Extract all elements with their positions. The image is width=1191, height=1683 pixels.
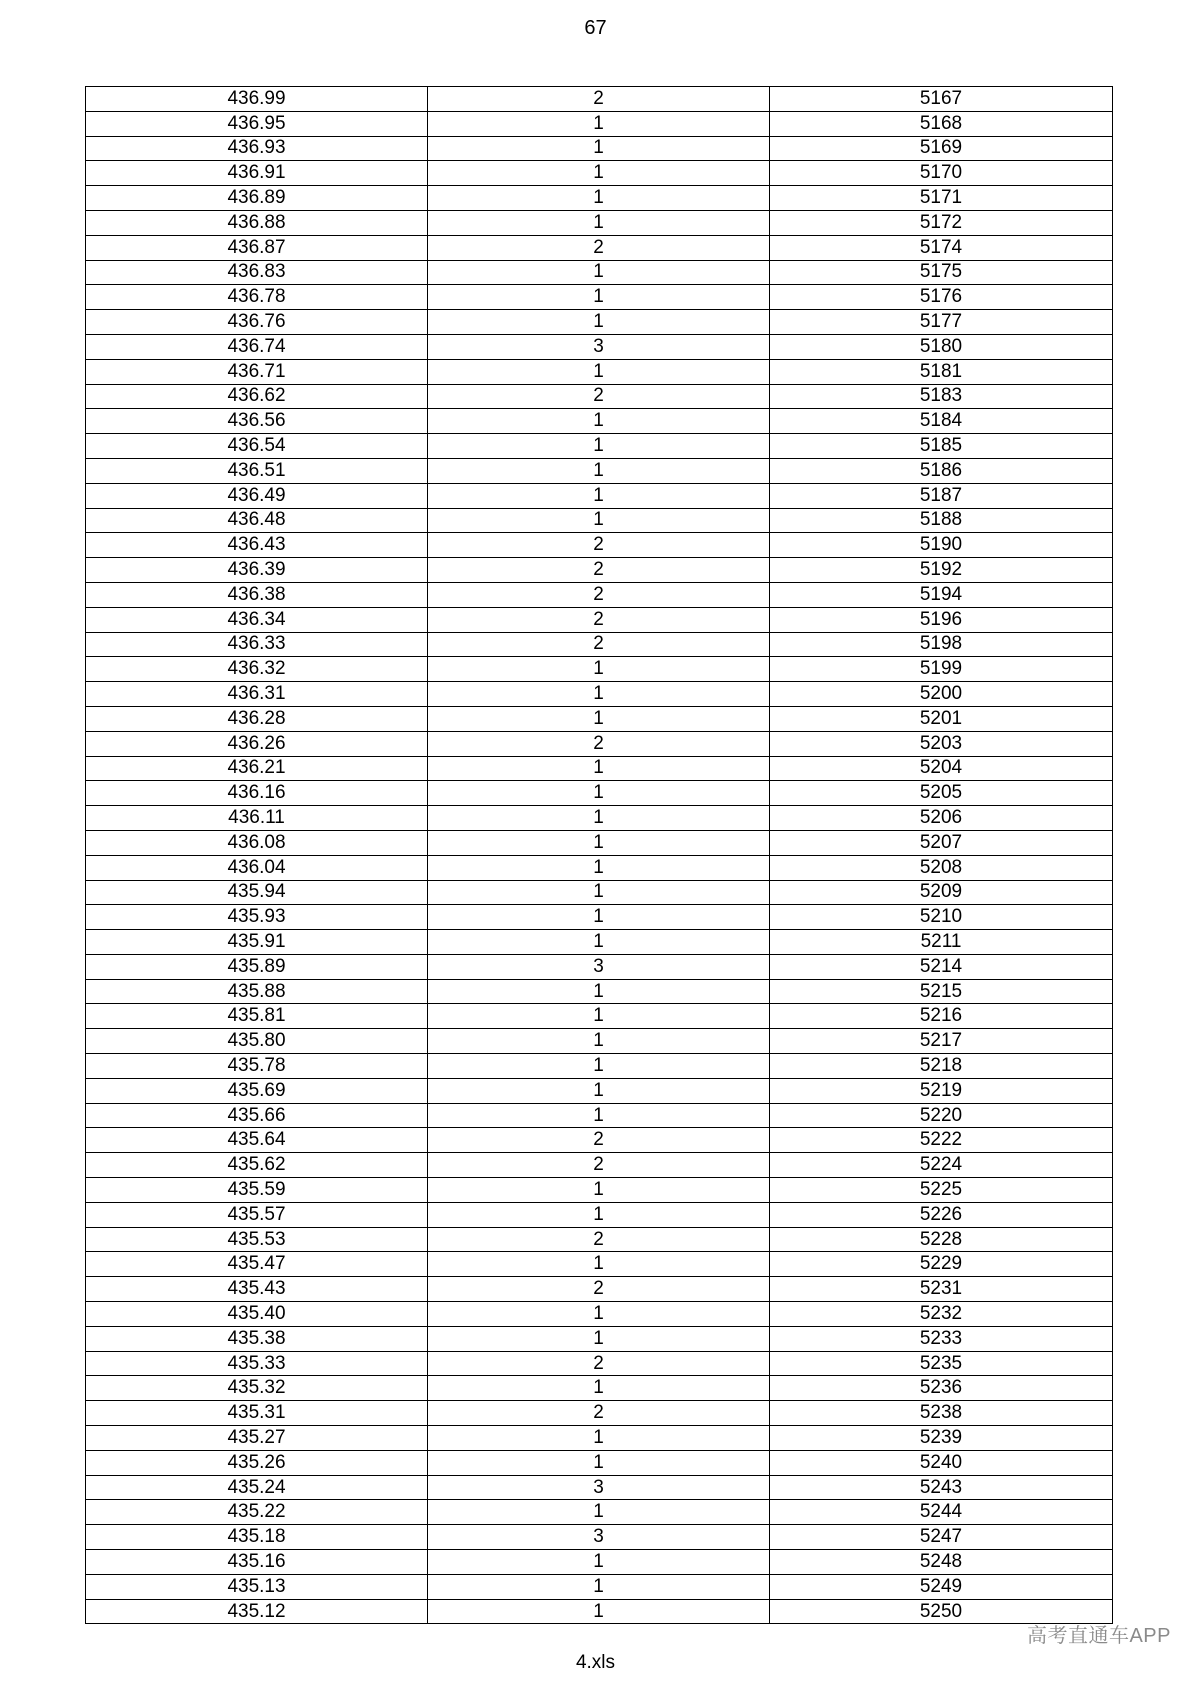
watermark-text: 高考直通车APP bbox=[1026, 1625, 1171, 1647]
table-row bbox=[86, 533, 1113, 558]
score-cell: 435.88 bbox=[86, 979, 428, 1004]
count-cell: 1 bbox=[428, 1599, 770, 1624]
score-table-container bbox=[85, 86, 1109, 1624]
count-cell: 1 bbox=[428, 806, 770, 831]
count-cell: 1 bbox=[428, 1054, 770, 1079]
table-row bbox=[86, 607, 1113, 632]
cumulative-cell: 5239 bbox=[770, 1426, 1113, 1451]
cumulative-cell: 5243 bbox=[770, 1475, 1113, 1500]
count-cell: 1 bbox=[428, 111, 770, 136]
count-cell: 1 bbox=[428, 210, 770, 235]
count-cell: 1 bbox=[428, 409, 770, 434]
score-cell: 436.31 bbox=[86, 682, 428, 707]
cumulative-cell: 5249 bbox=[770, 1574, 1113, 1599]
score-cell: 436.91 bbox=[86, 161, 428, 186]
count-cell: 1 bbox=[428, 855, 770, 880]
cumulative-cell: 5238 bbox=[770, 1401, 1113, 1426]
score-cell: 436.11 bbox=[86, 806, 428, 831]
table-row bbox=[86, 359, 1113, 384]
count-cell: 3 bbox=[428, 1475, 770, 1500]
count-cell: 3 bbox=[428, 1525, 770, 1550]
cumulative-cell: 5186 bbox=[770, 458, 1113, 483]
table-row bbox=[86, 1004, 1113, 1029]
score-table-body bbox=[86, 87, 1113, 1624]
count-cell: 1 bbox=[428, 1302, 770, 1327]
cumulative-cell: 5169 bbox=[770, 136, 1113, 161]
score-cell: 435.80 bbox=[86, 1029, 428, 1054]
count-cell: 1 bbox=[428, 1078, 770, 1103]
count-cell: 1 bbox=[428, 186, 770, 211]
table-row bbox=[86, 260, 1113, 285]
cumulative-cell: 5188 bbox=[770, 508, 1113, 533]
count-cell: 1 bbox=[428, 260, 770, 285]
table-row bbox=[86, 830, 1113, 855]
count-cell: 2 bbox=[428, 1277, 770, 1302]
table-row bbox=[86, 682, 1113, 707]
cumulative-cell: 5170 bbox=[770, 161, 1113, 186]
count-cell: 2 bbox=[428, 632, 770, 657]
cumulative-cell: 5224 bbox=[770, 1153, 1113, 1178]
count-cell: 1 bbox=[428, 161, 770, 186]
table-row bbox=[86, 458, 1113, 483]
table-row bbox=[86, 1029, 1113, 1054]
score-cell: 436.26 bbox=[86, 731, 428, 756]
score-cell: 436.34 bbox=[86, 607, 428, 632]
count-cell: 1 bbox=[428, 1029, 770, 1054]
table-row bbox=[86, 1153, 1113, 1178]
table-row bbox=[86, 1128, 1113, 1153]
table-row bbox=[86, 1078, 1113, 1103]
table-row bbox=[86, 1599, 1113, 1624]
score-cell: 436.08 bbox=[86, 830, 428, 855]
score-cell: 435.33 bbox=[86, 1351, 428, 1376]
count-cell: 3 bbox=[428, 334, 770, 359]
cumulative-cell: 5250 bbox=[770, 1599, 1113, 1624]
count-cell: 1 bbox=[428, 1178, 770, 1203]
count-cell: 3 bbox=[428, 954, 770, 979]
count-cell: 1 bbox=[428, 1500, 770, 1525]
table-row bbox=[86, 1252, 1113, 1277]
score-cell: 435.94 bbox=[86, 880, 428, 905]
count-cell: 1 bbox=[428, 1252, 770, 1277]
table-row bbox=[86, 508, 1113, 533]
cumulative-cell: 5233 bbox=[770, 1326, 1113, 1351]
cumulative-cell: 5225 bbox=[770, 1178, 1113, 1203]
table-row bbox=[86, 930, 1113, 955]
table-row bbox=[86, 235, 1113, 260]
count-cell: 1 bbox=[428, 1450, 770, 1475]
score-cell: 435.89 bbox=[86, 954, 428, 979]
count-cell: 1 bbox=[428, 310, 770, 335]
table-row bbox=[86, 756, 1113, 781]
score-cell: 436.56 bbox=[86, 409, 428, 434]
table-row bbox=[86, 111, 1113, 136]
table-row bbox=[86, 310, 1113, 335]
score-cell: 435.53 bbox=[86, 1227, 428, 1252]
score-cell: 435.26 bbox=[86, 1450, 428, 1475]
table-row bbox=[86, 806, 1113, 831]
table-row bbox=[86, 1426, 1113, 1451]
score-cell: 436.74 bbox=[86, 334, 428, 359]
table-row bbox=[86, 657, 1113, 682]
score-cell: 435.64 bbox=[86, 1128, 428, 1153]
table-row bbox=[86, 384, 1113, 409]
table-row bbox=[86, 1178, 1113, 1203]
score-cell: 436.78 bbox=[86, 285, 428, 310]
count-cell: 1 bbox=[428, 706, 770, 731]
cumulative-cell: 5194 bbox=[770, 582, 1113, 607]
score-cell: 435.69 bbox=[86, 1078, 428, 1103]
count-cell: 2 bbox=[428, 607, 770, 632]
score-cell: 435.91 bbox=[86, 930, 428, 955]
table-row bbox=[86, 558, 1113, 583]
count-cell: 1 bbox=[428, 458, 770, 483]
table-row bbox=[86, 210, 1113, 235]
cumulative-cell: 5181 bbox=[770, 359, 1113, 384]
cumulative-cell: 5167 bbox=[770, 87, 1113, 112]
score-cell: 435.31 bbox=[86, 1401, 428, 1426]
count-cell: 1 bbox=[428, 1326, 770, 1351]
cumulative-cell: 5219 bbox=[770, 1078, 1113, 1103]
table-row bbox=[86, 1550, 1113, 1575]
table-row bbox=[86, 1277, 1113, 1302]
table-row bbox=[86, 1302, 1113, 1327]
score-cell: 436.95 bbox=[86, 111, 428, 136]
cumulative-cell: 5171 bbox=[770, 186, 1113, 211]
table-row bbox=[86, 781, 1113, 806]
cumulative-cell: 5235 bbox=[770, 1351, 1113, 1376]
count-cell: 2 bbox=[428, 1401, 770, 1426]
score-cell: 435.40 bbox=[86, 1302, 428, 1327]
score-cell: 436.83 bbox=[86, 260, 428, 285]
table-row bbox=[86, 1500, 1113, 1525]
score-cell: 436.38 bbox=[86, 582, 428, 607]
count-cell: 1 bbox=[428, 781, 770, 806]
count-cell: 1 bbox=[428, 1574, 770, 1599]
cumulative-cell: 5211 bbox=[770, 930, 1113, 955]
score-cell: 436.21 bbox=[86, 756, 428, 781]
table-row bbox=[86, 1227, 1113, 1252]
cumulative-cell: 5228 bbox=[770, 1227, 1113, 1252]
count-cell: 1 bbox=[428, 1550, 770, 1575]
table-row bbox=[86, 136, 1113, 161]
score-cell: 435.38 bbox=[86, 1326, 428, 1351]
count-cell: 1 bbox=[428, 508, 770, 533]
table-row bbox=[86, 905, 1113, 930]
footer-file-name: 4.xls bbox=[575, 1652, 616, 1673]
table-row bbox=[86, 880, 1113, 905]
cumulative-cell: 5183 bbox=[770, 384, 1113, 409]
table-row bbox=[86, 1450, 1113, 1475]
score-cell: 436.62 bbox=[86, 384, 428, 409]
cumulative-cell: 5168 bbox=[770, 111, 1113, 136]
count-cell: 1 bbox=[428, 657, 770, 682]
cumulative-cell: 5216 bbox=[770, 1004, 1113, 1029]
cumulative-cell: 5226 bbox=[770, 1202, 1113, 1227]
cumulative-cell: 5240 bbox=[770, 1450, 1113, 1475]
count-cell: 1 bbox=[428, 1103, 770, 1128]
score-cell: 435.43 bbox=[86, 1277, 428, 1302]
cumulative-cell: 5175 bbox=[770, 260, 1113, 285]
cumulative-cell: 5198 bbox=[770, 632, 1113, 657]
cumulative-cell: 5180 bbox=[770, 334, 1113, 359]
count-cell: 1 bbox=[428, 830, 770, 855]
count-cell: 1 bbox=[428, 434, 770, 459]
score-cell: 436.71 bbox=[86, 359, 428, 384]
score-cell: 436.48 bbox=[86, 508, 428, 533]
table-row bbox=[86, 409, 1113, 434]
table-row bbox=[86, 483, 1113, 508]
count-cell: 2 bbox=[428, 235, 770, 260]
cumulative-cell: 5215 bbox=[770, 979, 1113, 1004]
score-cell: 435.27 bbox=[86, 1426, 428, 1451]
score-cell: 436.54 bbox=[86, 434, 428, 459]
cumulative-cell: 5185 bbox=[770, 434, 1113, 459]
score-cell: 435.18 bbox=[86, 1525, 428, 1550]
table-row bbox=[86, 334, 1113, 359]
count-cell: 2 bbox=[428, 1153, 770, 1178]
score-cell: 436.88 bbox=[86, 210, 428, 235]
score-cell: 436.51 bbox=[86, 458, 428, 483]
count-cell: 1 bbox=[428, 880, 770, 905]
cumulative-cell: 5214 bbox=[770, 954, 1113, 979]
cumulative-cell: 5190 bbox=[770, 533, 1113, 558]
count-cell: 1 bbox=[428, 1376, 770, 1401]
count-cell: 1 bbox=[428, 1202, 770, 1227]
score-cell: 436.49 bbox=[86, 483, 428, 508]
cumulative-cell: 5200 bbox=[770, 682, 1113, 707]
table-row bbox=[86, 632, 1113, 657]
count-cell: 1 bbox=[428, 359, 770, 384]
score-cell: 435.13 bbox=[86, 1574, 428, 1599]
table-row bbox=[86, 1475, 1113, 1500]
count-cell: 2 bbox=[428, 1128, 770, 1153]
table-row bbox=[86, 434, 1113, 459]
table-row bbox=[86, 1401, 1113, 1426]
cumulative-cell: 5229 bbox=[770, 1252, 1113, 1277]
table-row bbox=[86, 1326, 1113, 1351]
score-cell: 436.28 bbox=[86, 706, 428, 731]
count-cell: 1 bbox=[428, 285, 770, 310]
score-cell: 435.32 bbox=[86, 1376, 428, 1401]
score-cell: 435.59 bbox=[86, 1178, 428, 1203]
table-row bbox=[86, 87, 1113, 112]
cumulative-cell: 5172 bbox=[770, 210, 1113, 235]
score-cell: 436.99 bbox=[86, 87, 428, 112]
count-cell: 1 bbox=[428, 930, 770, 955]
cumulative-cell: 5196 bbox=[770, 607, 1113, 632]
cumulative-cell: 5192 bbox=[770, 558, 1113, 583]
count-cell: 1 bbox=[428, 756, 770, 781]
cumulative-cell: 5231 bbox=[770, 1277, 1113, 1302]
score-cell: 436.76 bbox=[86, 310, 428, 335]
score-cell: 436.43 bbox=[86, 533, 428, 558]
count-cell: 2 bbox=[428, 87, 770, 112]
count-cell: 2 bbox=[428, 533, 770, 558]
score-table bbox=[85, 86, 1113, 1624]
score-cell: 436.93 bbox=[86, 136, 428, 161]
cumulative-cell: 5247 bbox=[770, 1525, 1113, 1550]
cumulative-cell: 5218 bbox=[770, 1054, 1113, 1079]
page-number: 67 bbox=[584, 17, 607, 39]
cumulative-cell: 5222 bbox=[770, 1128, 1113, 1153]
score-cell: 436.32 bbox=[86, 657, 428, 682]
table-row bbox=[86, 855, 1113, 880]
score-cell: 435.57 bbox=[86, 1202, 428, 1227]
cumulative-cell: 5187 bbox=[770, 483, 1113, 508]
score-cell: 435.16 bbox=[86, 1550, 428, 1575]
table-row bbox=[86, 186, 1113, 211]
table-row bbox=[86, 954, 1113, 979]
score-cell: 435.24 bbox=[86, 1475, 428, 1500]
count-cell: 2 bbox=[428, 1351, 770, 1376]
count-cell: 2 bbox=[428, 582, 770, 607]
count-cell: 1 bbox=[428, 905, 770, 930]
cumulative-cell: 5248 bbox=[770, 1550, 1113, 1575]
cumulative-cell: 5209 bbox=[770, 880, 1113, 905]
table-row bbox=[86, 1054, 1113, 1079]
cumulative-cell: 5184 bbox=[770, 409, 1113, 434]
score-cell: 435.22 bbox=[86, 1500, 428, 1525]
score-cell: 436.33 bbox=[86, 632, 428, 657]
score-cell: 435.78 bbox=[86, 1054, 428, 1079]
score-cell: 435.62 bbox=[86, 1153, 428, 1178]
count-cell: 1 bbox=[428, 483, 770, 508]
cumulative-cell: 5244 bbox=[770, 1500, 1113, 1525]
table-row bbox=[86, 979, 1113, 1004]
table-row bbox=[86, 1525, 1113, 1550]
cumulative-cell: 5208 bbox=[770, 855, 1113, 880]
cumulative-cell: 5220 bbox=[770, 1103, 1113, 1128]
cumulative-cell: 5205 bbox=[770, 781, 1113, 806]
table-row bbox=[86, 1103, 1113, 1128]
count-cell: 1 bbox=[428, 1426, 770, 1451]
cumulative-cell: 5204 bbox=[770, 756, 1113, 781]
cumulative-cell: 5232 bbox=[770, 1302, 1113, 1327]
table-row bbox=[86, 285, 1113, 310]
score-cell: 436.16 bbox=[86, 781, 428, 806]
cumulative-cell: 5177 bbox=[770, 310, 1113, 335]
cumulative-cell: 5207 bbox=[770, 830, 1113, 855]
cumulative-cell: 5236 bbox=[770, 1376, 1113, 1401]
count-cell: 2 bbox=[428, 558, 770, 583]
cumulative-cell: 5203 bbox=[770, 731, 1113, 756]
score-cell: 436.87 bbox=[86, 235, 428, 260]
table-row bbox=[86, 1574, 1113, 1599]
score-cell: 436.89 bbox=[86, 186, 428, 211]
cumulative-cell: 5176 bbox=[770, 285, 1113, 310]
count-cell: 1 bbox=[428, 682, 770, 707]
score-cell: 436.04 bbox=[86, 855, 428, 880]
score-cell: 435.81 bbox=[86, 1004, 428, 1029]
score-cell: 435.47 bbox=[86, 1252, 428, 1277]
cumulative-cell: 5201 bbox=[770, 706, 1113, 731]
score-cell: 435.66 bbox=[86, 1103, 428, 1128]
cumulative-cell: 5217 bbox=[770, 1029, 1113, 1054]
count-cell: 2 bbox=[428, 384, 770, 409]
cumulative-cell: 5174 bbox=[770, 235, 1113, 260]
count-cell: 1 bbox=[428, 136, 770, 161]
cumulative-cell: 5199 bbox=[770, 657, 1113, 682]
cumulative-cell: 5210 bbox=[770, 905, 1113, 930]
table-row bbox=[86, 1351, 1113, 1376]
count-cell: 1 bbox=[428, 979, 770, 1004]
table-row bbox=[86, 582, 1113, 607]
count-cell: 1 bbox=[428, 1004, 770, 1029]
score-cell: 436.39 bbox=[86, 558, 428, 583]
table-row bbox=[86, 731, 1113, 756]
table-row bbox=[86, 1202, 1113, 1227]
table-row bbox=[86, 706, 1113, 731]
table-row bbox=[86, 1376, 1113, 1401]
score-cell: 435.93 bbox=[86, 905, 428, 930]
cumulative-cell: 5206 bbox=[770, 806, 1113, 831]
table-row bbox=[86, 161, 1113, 186]
count-cell: 2 bbox=[428, 1227, 770, 1252]
score-cell: 435.12 bbox=[86, 1599, 428, 1624]
count-cell: 2 bbox=[428, 731, 770, 756]
